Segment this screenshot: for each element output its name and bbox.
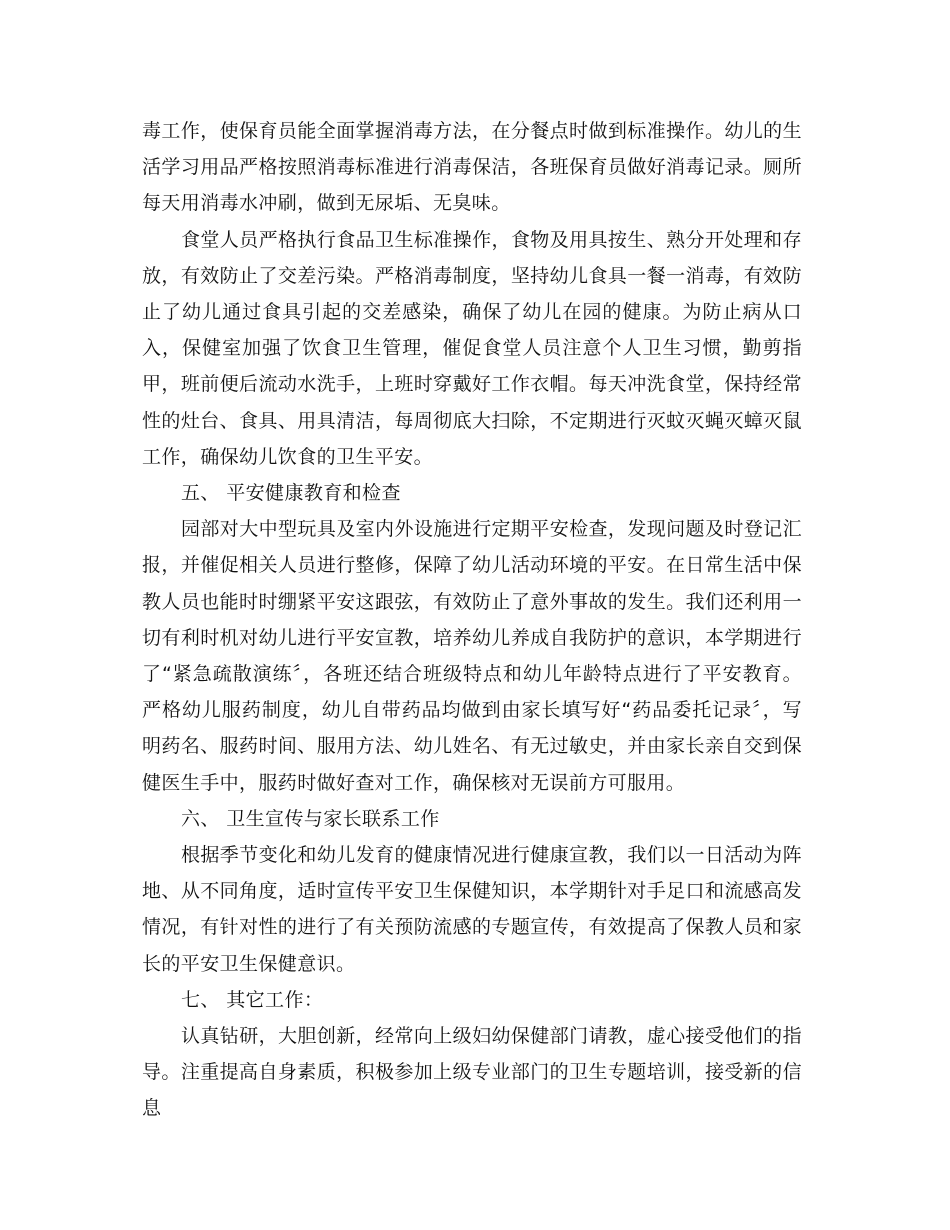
heading-other-work: 七、 其它工作： — [181, 988, 324, 1011]
heading-safety-education: 五、 平安健康教育和检查 — [181, 482, 401, 505]
paragraph-other-work: 认真钻研，大胆创新，经常向上级妇幼保健部门请教，虚心接受他们的指导。注重提高自身素质，积极参加上级专业部门的卫生专题培训，接受新的信息 — [142, 1025, 802, 1120]
heading-hygiene-publicity: 六、 卫生宣传与家长联系工作 — [181, 807, 440, 830]
document-body — [142, 113, 802, 1127]
paragraph-safety-inspection: 园部对大中型玩具及室内外设施进行定期平安检查，发现问题及时登记汇报，并催促相关人员进行整修，保障了幼儿活动环境的平安。在日常生活中保教人员也能时时绷紧平安这跟弦，有效防止了意外事故的发生。我们还利用一切有利时机对幼儿进行平安宣教，培养幼儿养成自我防护的意识，本学期进行了“紧急疏散演练〞，各班还结合班级特点和幼儿年龄特点进行了平安教育。严格幼儿服药制度，幼儿自带药品均做到由家长填写好“药品委托记录〞，写明药名、服药时间、服用方法、幼儿姓名、有无过敏史，并由家长亲自交到保健医生手中，服药时做好查对工作，确保核对无误前方可服用。 — [142, 518, 802, 794]
paragraph-canteen: 食堂人员严格执行食品卫生标准操作，食物及用具按生、熟分开处理和存放，有效防止了交差污染。严格消毒制度，坚持幼儿食具一餐一消毒，有效防止了幼儿通过食具引起的交差感染，确保了幼儿在园的健康。为防止病从口入，保健室加强了饮食卫生管理，催促食堂人员注意个人卫生习惯，勤剪指甲，班前便后流动水洗手，上班时穿戴好工作衣帽。每天冲洗食堂，保持经常性的灶台、食具、用具清洁，每周彻底大扫除，不定期进行灭蚊灭蝇灭蟑灭鼠工作，确保幼儿饮食的卫生平安。 — [142, 228, 802, 468]
paragraph-disinfection: 毒工作，使保育员能全面掌握消毒方法，在分餐点时做到标准操作。幼儿的生活学习用品严格按照消毒标准进行消毒保洁，各班保育员做好消毒记录。厕所每天用消毒水冲刷，做到无尿垢、无臭味。 — [142, 120, 802, 215]
paragraph-health-publicity: 根据季节变化和幼儿发育的健康情况进行健康宣教，我们以一日活动为阵地、从不同角度，适时宣传平安卫生保健知识，本学期针对手足口和流感高发情况，有针对性的进行了有关预防流感的专题宣传，有效提高了保教人员和家长的平安卫生保健意识。 — [142, 844, 802, 975]
